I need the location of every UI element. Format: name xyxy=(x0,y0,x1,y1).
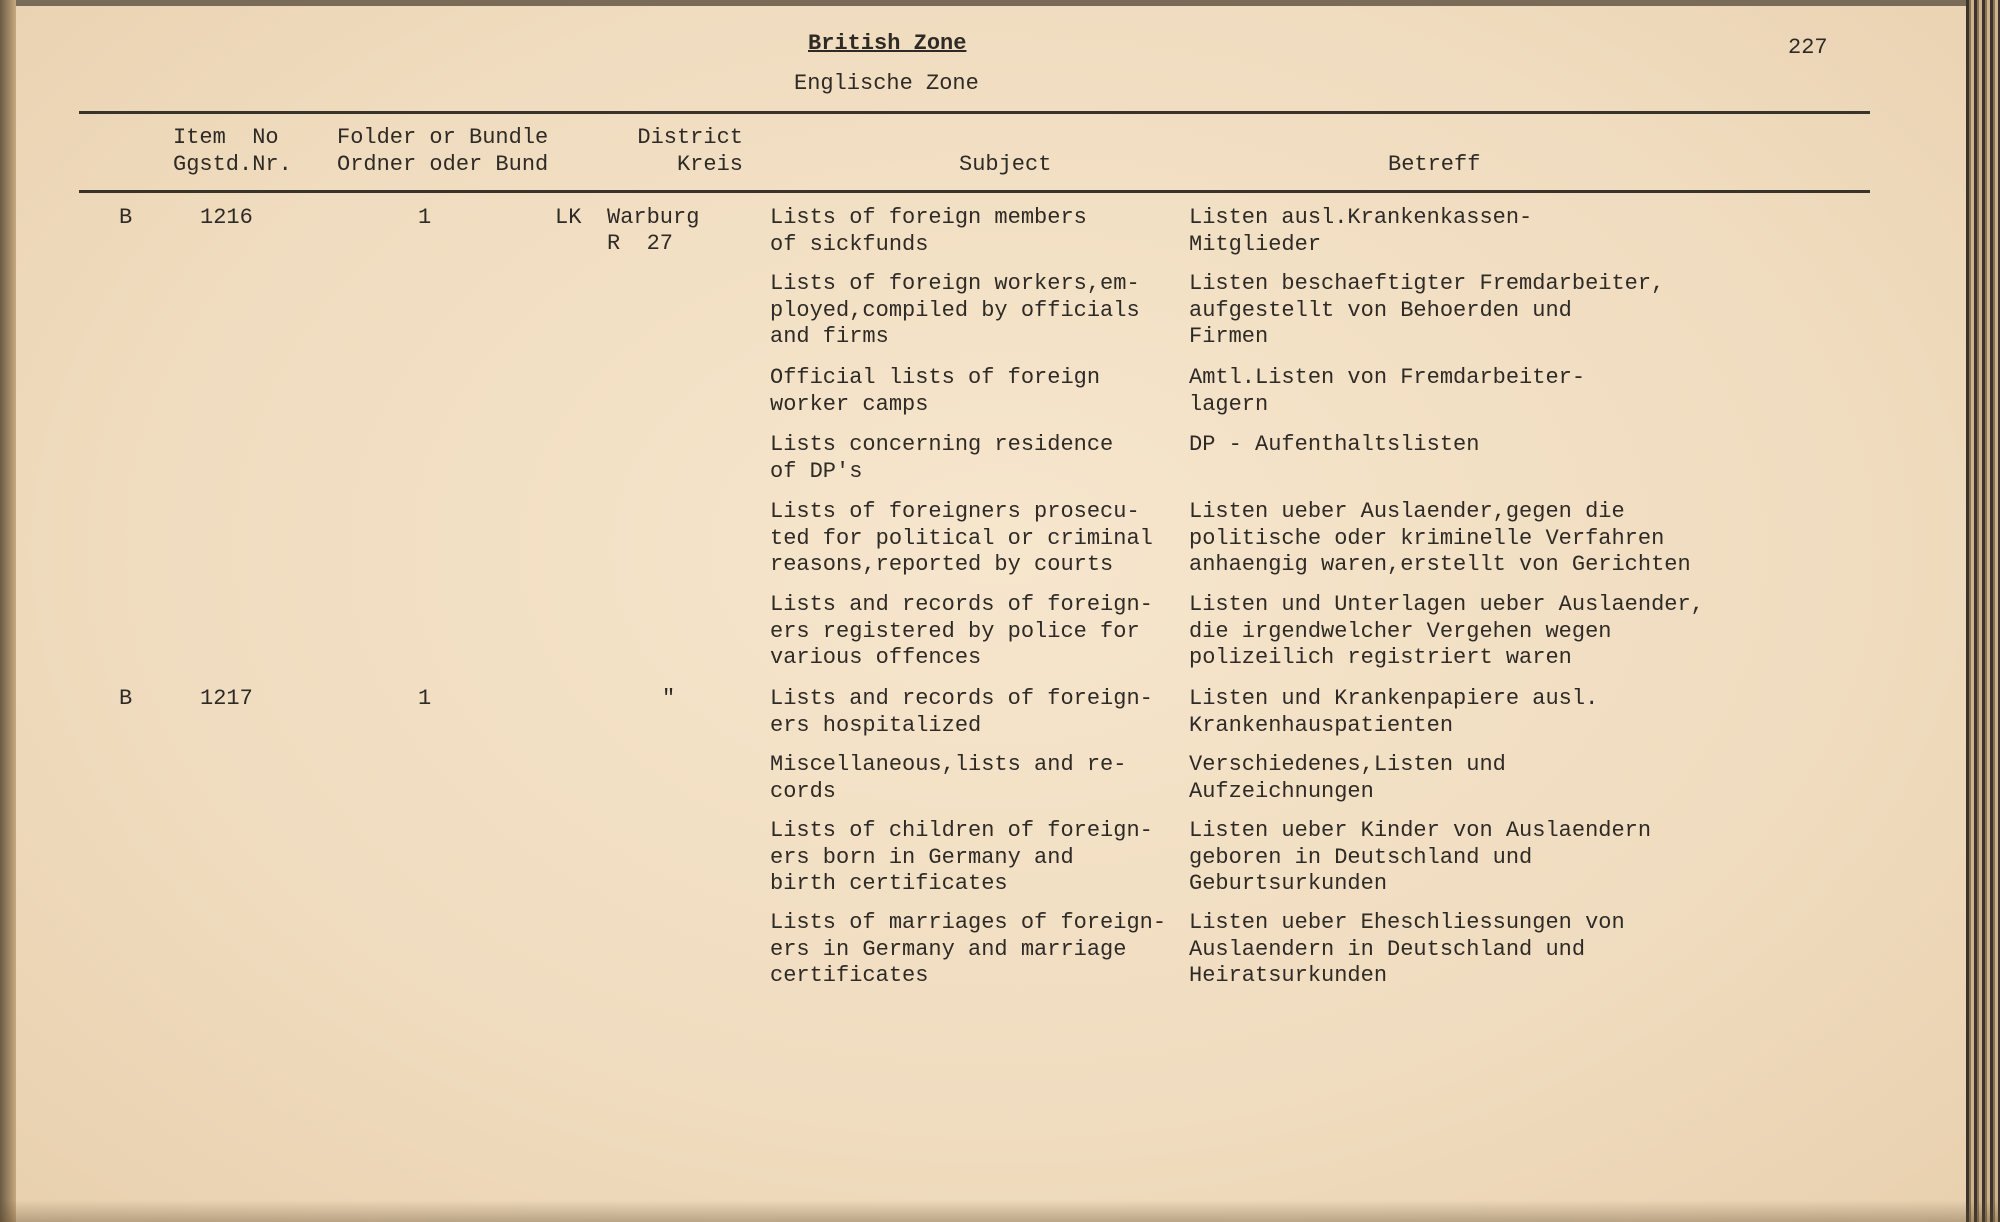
subject-cell: Lists of foreigners prosecu- ted for political or criminal reasons,reported by courts xyxy=(770,499,1153,577)
subject-cell: Lists and records of foreign- ers registered by police for various offences xyxy=(770,592,1153,670)
col-header-folder-de: Ordner oder Bund xyxy=(337,152,549,177)
subject-cell: Lists of children of foreign- ers born in Germany and birth certificates xyxy=(770,818,1153,896)
betreff-cell: DP - Aufenthaltslisten xyxy=(1189,432,1480,457)
entry-item-number: 1216 xyxy=(200,205,253,230)
page-title: British Zone xyxy=(808,31,967,56)
betreff-cell: Verschiedenes,Listen und Aufzeichnungen xyxy=(1189,752,1506,804)
subject-cell: Lists of foreign workers,em- ployed,compiled by officials and firms xyxy=(770,271,1140,349)
betreff-cell: Listen ueber Auslaender,gegen die politische oder kriminelle Verfahren anhaengig waren,erstellt von Gerichten xyxy=(1189,499,1691,577)
betreff-cell: Listen und Unterlagen ueber Auslaender, die irgendwelcher Vergehen wegen polizeilich registriert waren xyxy=(1189,592,1704,670)
page-left-edge xyxy=(0,0,16,1222)
subject-cell: Lists of foreign members of sickfunds xyxy=(770,205,1087,257)
col-header-folder-en: Folder or Bundle xyxy=(337,125,549,150)
subject-cell: Lists of marriages of foreign- ers in Germany and marriage certificates xyxy=(770,910,1167,988)
col-header-item-en: Item No xyxy=(173,125,279,150)
page-number: 227 xyxy=(1788,35,1828,60)
subject-cell: Lists and records of foreign- ers hospitalized xyxy=(770,686,1153,738)
page-bottom-shadow xyxy=(0,1200,2000,1222)
book-spine xyxy=(1966,0,2000,1222)
col-header-item-de: Ggstd.Nr. xyxy=(173,152,292,177)
entry-district-ditto: " xyxy=(662,686,676,711)
page-subtitle: Englische Zone xyxy=(794,71,979,96)
entry-district: Warburg xyxy=(607,205,700,230)
subject-cell: Lists concerning residence of DP's xyxy=(770,432,1114,484)
entry-district-ref: R 27 xyxy=(607,231,674,256)
betreff-cell: Listen ueber Kinder von Auslaendern geboren in Deutschland und Geburtsurkunden xyxy=(1189,818,1652,896)
entry-prefix: B xyxy=(119,686,133,711)
entry-prefix: B xyxy=(119,205,133,230)
betreff-cell: Amtl.Listen von Fremdarbeiter- lagern xyxy=(1189,365,1586,417)
header-top-rule xyxy=(79,111,1870,114)
subject-cell: Miscellaneous,lists and re- cords xyxy=(770,752,1127,804)
col-header-district-de: Kreis xyxy=(676,152,743,177)
header-bottom-rule xyxy=(79,190,1870,193)
entry-district-code: LK xyxy=(555,205,582,230)
betreff-cell: Listen ueber Eheschliessungen von Auslaendern in Deutschland und Heiratsurkunden xyxy=(1189,910,1625,988)
col-header-betreff: Betreff xyxy=(1388,152,1481,177)
entry-item-number: 1217 xyxy=(200,686,253,711)
page-top-edge xyxy=(0,0,2000,6)
subject-cell: Official lists of foreign worker camps xyxy=(770,365,1101,417)
betreff-cell: Listen ausl.Krankenkassen- Mitglieder xyxy=(1189,205,1533,257)
col-header-district-en: District xyxy=(637,125,743,150)
betreff-cell: Listen beschaeftigter Fremdarbeiter, aufgestellt von Behoerden und Firmen xyxy=(1189,271,1665,349)
entry-folder: 1 xyxy=(418,686,432,711)
col-header-subject: Subject xyxy=(959,152,1052,177)
entry-folder: 1 xyxy=(418,205,432,230)
betreff-cell: Listen und Krankenpapiere ausl. Krankenhauspatienten xyxy=(1189,686,1599,738)
